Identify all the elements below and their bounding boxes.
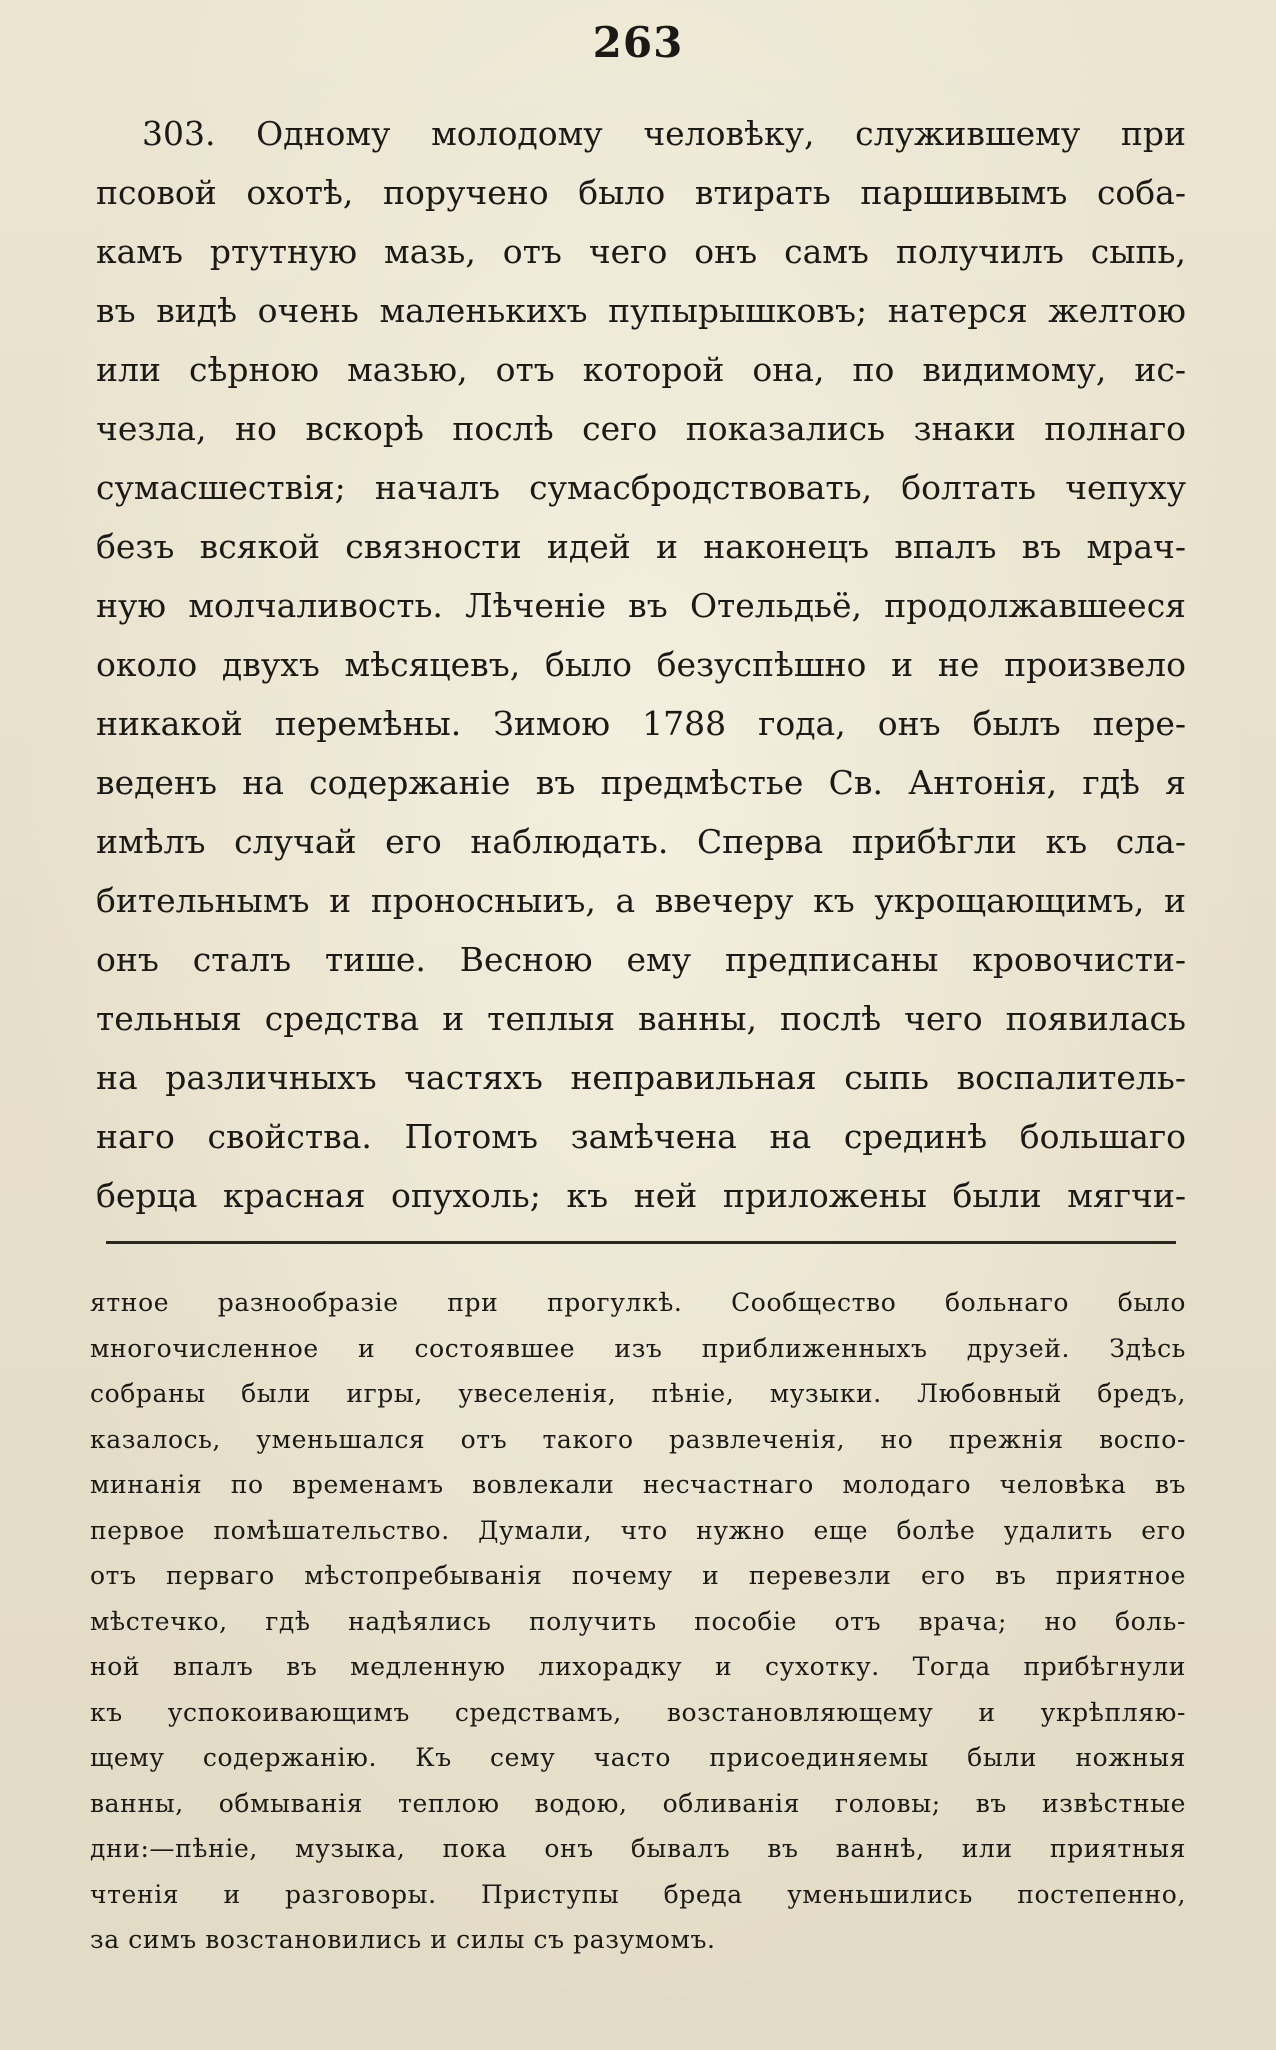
page-number: 263: [592, 18, 684, 67]
footnote-line: къ успокоивающимъ средствамъ, возстановляющему и укрѣпляю-: [90, 1697, 1186, 1727]
footnote-line: дни:—пѣніе, музыка, пока онъ бывалъ въ ваннѣ, или приятныя: [90, 1834, 1186, 1863]
main-text-line: онъ сталъ тише. Весною ему предписаны кровочисти-: [96, 940, 1186, 979]
footnote-line: отъ перваго мѣстопребыванія почему и перевезли его въ приятное: [90, 1561, 1186, 1590]
main-text-line: камъ ртутную мазь, отъ чего онъ самъ получилъ сыпь,: [96, 232, 1186, 271]
footnote-line: собраны были игры, увеселенія, пѣніе, музыки. Любовный бредъ,: [90, 1379, 1186, 1408]
footnote-divider: [106, 1241, 1176, 1244]
main-text-line: сумасшествія; началъ сумасбродствовать, болтать чепуху: [96, 468, 1186, 507]
main-text-block: [96, 104, 1186, 1225]
footnote-line: минанія по временамъ вовлекали несчастнаго молодаго человѣка въ: [90, 1470, 1186, 1499]
main-text-line: веденъ на содержаніе въ предмѣстье Св. Антонія, гдѣ я: [96, 763, 1186, 802]
main-text-line: наго свойства. Потомъ замѣчена на срединѣ большаго: [96, 1117, 1186, 1156]
main-text-line: имѣлъ случай его наблюдать. Сперва прибѣгли къ сла-: [96, 822, 1186, 861]
footnote-line: чтенія и разговоры. Приступы бреда уменьшились постепенно,: [90, 1879, 1186, 1909]
main-text-line: на различныхъ частяхъ неправильная сыпь воспалитель-: [96, 1058, 1186, 1097]
main-text-line: ную молчаливость. Лѣченіе въ Отельдьё, продолжавшееся: [96, 586, 1186, 625]
footnote-line: казалось, уменьшался отъ такого развлеченія, но прежнія воспо-: [90, 1424, 1186, 1454]
footnote-line: щему содержанію. Къ сему часто присоединяемы были ножныя: [90, 1743, 1186, 1772]
footnote-line: ятное разнообразіе при прогулкѣ. Сообщество больнаго было: [90, 1288, 1186, 1317]
footnote-line: первое помѣшательство. Думали, что нужно еще болѣе удалить его: [90, 1515, 1186, 1545]
footnote-line: мѣстечко, гдѣ надѣялись получить пособіе отъ врача; но боль-: [90, 1606, 1186, 1636]
footnote-line: ной впалъ въ медленную лихорадку и сухотку. Тогда прибѣгнули: [90, 1652, 1186, 1681]
main-text-line: въ видѣ очень маленькихъ пупырышковъ; натерся желтою: [96, 291, 1186, 330]
main-text-line: берца красная опухоль; къ ней приложены были мягчи-: [96, 1176, 1186, 1215]
footnote-line: многочисленное и состоявшее изъ приближенныхъ друзей. Здѣсь: [90, 1333, 1186, 1363]
footnote-line: за симъ возстановились и силы съ разумомъ.: [90, 1925, 716, 1954]
main-text-line: 303. Одному молодому человѣку, служившему при: [142, 114, 1186, 153]
main-text-line: чезла, но вскорѣ послѣ сего показались знаки полнаго: [96, 409, 1186, 448]
footnote-block: [90, 1280, 1186, 1963]
main-text-line: псовой охотѣ, поручено было втирать паршивымъ соба-: [96, 173, 1186, 212]
main-text-line: или сѣрною мазью, отъ которой она, по видимому, ис-: [96, 350, 1186, 389]
main-text-line: около двухъ мѣсяцевъ, было безуспѣшно и не произвело: [96, 645, 1186, 684]
main-text-line: никакой перемѣны. Зимою 1788 года, онъ былъ пере-: [96, 704, 1186, 743]
footnote-line: ванны, обмыванія теплою водою, обливанія головы; въ извѣстные: [90, 1788, 1186, 1818]
main-text-line: тельныя средства и теплыя ванны, послѣ чего появилась: [96, 999, 1186, 1038]
main-text-line: бительнымъ и проносныиъ, а ввечеру къ укрощающимъ, и: [96, 881, 1186, 920]
main-text-line: безъ всякой связности идей и наконецъ впалъ въ мрач-: [96, 527, 1186, 566]
